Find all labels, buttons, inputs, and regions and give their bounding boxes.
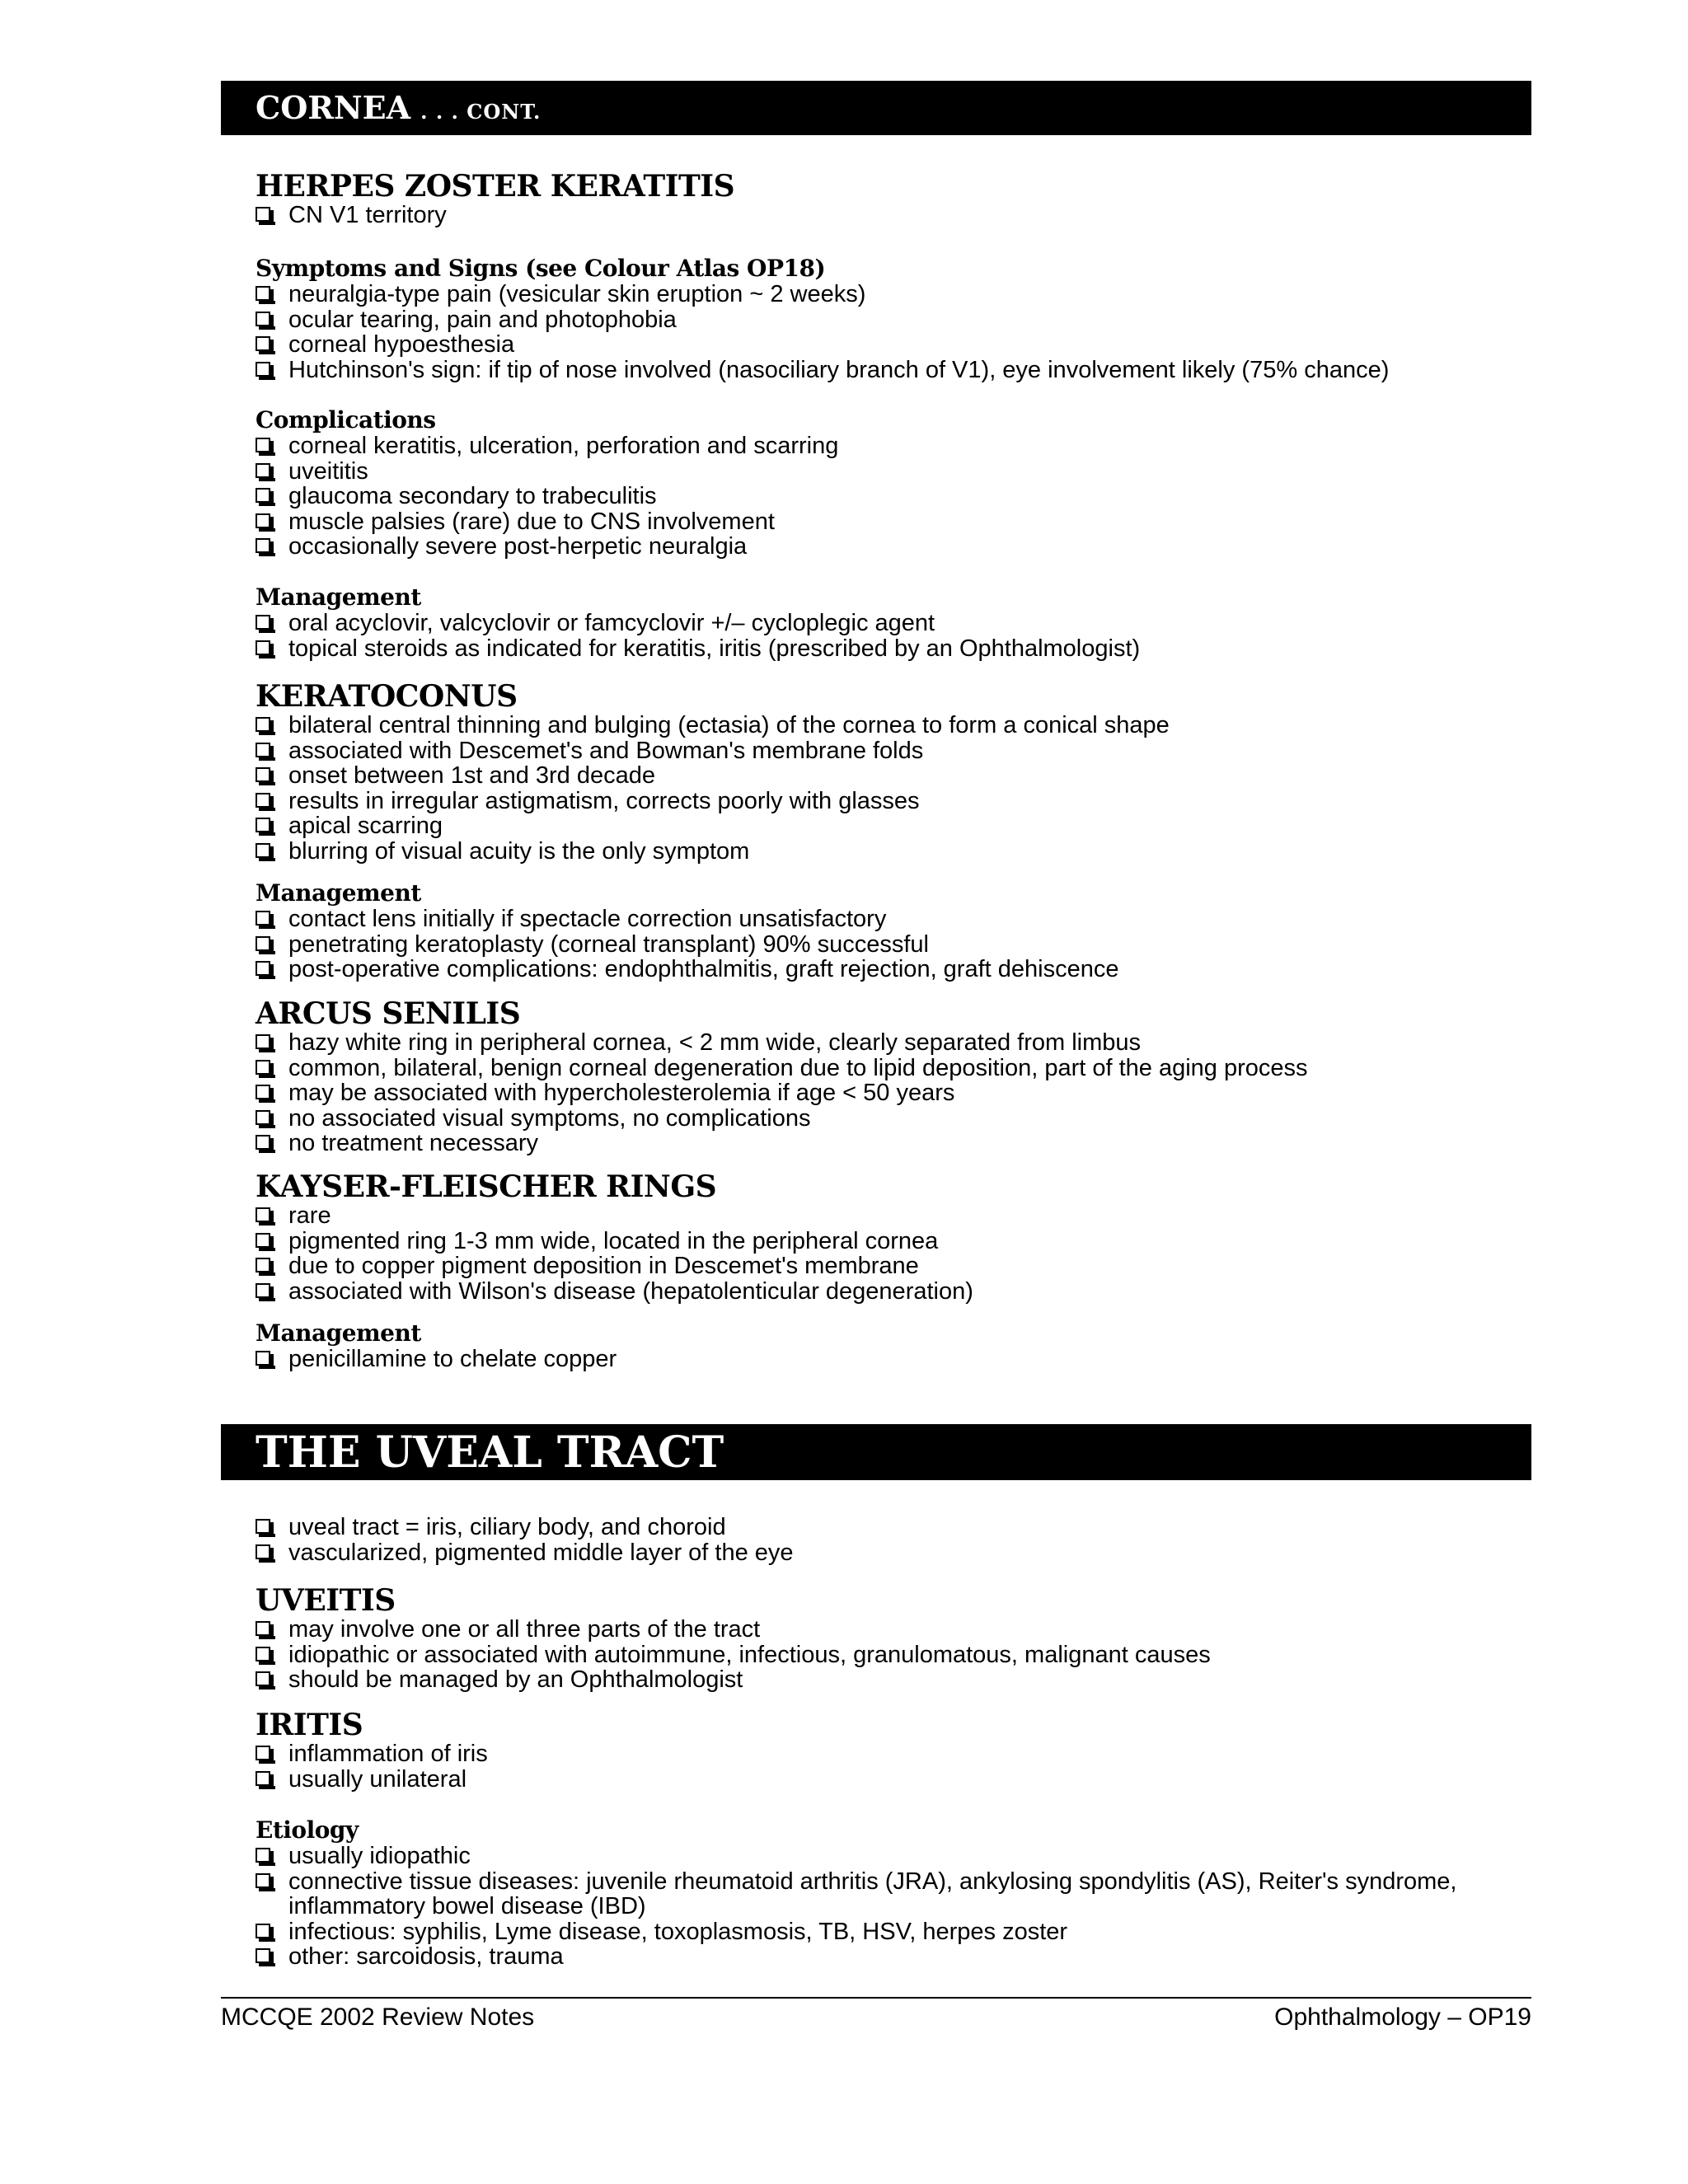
list-item [256, 1254, 1541, 1279]
checkbox-bullet-icon [256, 1647, 270, 1661]
list-item [256, 509, 1541, 535]
list-item-text: uveititis [288, 457, 368, 485]
checkbox-bullet-icon [256, 843, 270, 858]
list-item-text: idiopathic or associated with autoimmune, infectious, granulomatous, malignant causes [288, 1641, 1211, 1668]
section-heading: IRITIS [256, 1708, 363, 1742]
list-item [256, 282, 1541, 307]
list-item [256, 534, 1541, 560]
management-subsection [256, 880, 1541, 982]
checkbox-bullet-icon [256, 1351, 270, 1366]
list-item [256, 1617, 1541, 1643]
list-item-text: contact lens initially if spectacle correction unsatisfactory [288, 906, 887, 932]
list-item [256, 789, 1541, 814]
list-item [256, 332, 1541, 358]
list-item [256, 1919, 1541, 1945]
list-item [256, 1229, 1541, 1254]
checkbox-bullet-icon [256, 1519, 270, 1534]
footer-left-text: MCCQE 2002 Review Notes [221, 2004, 535, 2031]
list-item-text: neuralgia-type pain (vesicular skin eruption ~ 2 weeks) [288, 281, 866, 307]
subsection-heading: Symptoms and Signs (see Colour Atlas OP18) [256, 255, 826, 282]
list-item [256, 611, 1541, 636]
checkbox-bullet-icon [256, 336, 270, 351]
checkbox-bullet-icon [256, 1283, 270, 1298]
checkbox-bullet-icon [256, 1746, 270, 1760]
list-item-text: associated with Descemet's and Bowman's membrane folds [288, 737, 924, 764]
banner-title: THE UVEAL TRACT [256, 1427, 724, 1478]
list-item-text: glaucoma secondary to trabeculitis [288, 483, 657, 509]
list-item [256, 434, 1541, 459]
list-item [256, 1131, 1541, 1156]
list-item [256, 1944, 1541, 1970]
list-item-text: topical steroids as indicated for keratitis, iritis (prescribed by an Ophthalmologist) [288, 635, 1141, 662]
section-heading: UVEITIS [256, 1583, 396, 1618]
checkbox-bullet-icon [256, 1948, 270, 1963]
checkbox-bullet-icon [256, 961, 270, 976]
list-item-text: should be managed by an Ophthalmologist [288, 1666, 743, 1693]
bullet-list [256, 611, 1541, 661]
list-item [256, 1080, 1541, 1106]
management-subsection [256, 1320, 1541, 1372]
bullet-list [256, 713, 1541, 864]
list-item [256, 484, 1541, 509]
subsection-heading: Management [256, 583, 421, 611]
checkbox-bullet-icon [256, 1544, 270, 1559]
list-item [256, 1106, 1541, 1132]
subsection-heading: Management [256, 1319, 421, 1347]
checkbox-bullet-icon [256, 1848, 270, 1863]
checkbox-bullet-icon [256, 1233, 270, 1248]
checkbox-bullet-icon [256, 936, 270, 951]
list-item-text: may involve one or all three parts of the tract [288, 1616, 761, 1643]
list-item-text: onset between 1st and 3rd decade [288, 762, 655, 789]
checkbox-bullet-icon [256, 312, 270, 326]
bullet-list [256, 1515, 1541, 1565]
checkbox-bullet-icon [256, 488, 270, 503]
list-item-text: muscle palsies (rare) due to CNS involvement [288, 508, 775, 535]
checkbox-bullet-icon [256, 1135, 270, 1150]
list-item-text: Hutchinson's sign: if tip of nose involved (nasociliary branch of V1), eye involvement likely (75% chance) [288, 356, 1390, 383]
list-item [256, 1540, 1541, 1566]
list-item-text: usually unilateral [288, 1765, 467, 1793]
list-item [256, 307, 1541, 333]
list-item-text: post-operative complications: endophthalmitis, graft rejection, graft dehiscence [288, 956, 1119, 982]
footer-divider [221, 1997, 1531, 1999]
checkbox-bullet-icon [256, 1258, 270, 1272]
section-banner-uveal-tract [221, 1424, 1531, 1480]
list-item [256, 907, 1541, 932]
list-item-text: ocular tearing, pain and photophobia [288, 306, 677, 333]
checkbox-bullet-icon [256, 818, 270, 832]
bullet-list [256, 203, 1541, 228]
list-item [256, 738, 1541, 764]
bullet-list [256, 434, 1541, 560]
checkbox-bullet-icon [256, 1771, 270, 1786]
list-item-text: occasionally severe post-herpetic neuralgia [288, 533, 748, 560]
subsection-heading: Etiology [256, 1816, 359, 1844]
list-item-text: bilateral central thinning and bulging (ectasia) of the cornea to form a conical shape [288, 712, 1170, 738]
list-item [256, 1667, 1541, 1693]
list-item [256, 1203, 1541, 1229]
bullet-list [256, 1030, 1541, 1156]
keratoconus-section [256, 680, 1541, 864]
banner-suffix: . . . CONT. [420, 100, 542, 124]
arcus-senilis-section [256, 997, 1541, 1156]
footer-page-label: Ophthalmology – OP19 [1274, 2004, 1531, 2031]
management-subsection [256, 584, 1541, 661]
list-item [256, 813, 1541, 839]
checkbox-bullet-icon [256, 1085, 270, 1099]
bullet-list [256, 1741, 1541, 1792]
subsection-heading: Management [256, 879, 421, 907]
list-item-text: results in irregular astigmatism, corrects poorly with glasses [288, 787, 920, 814]
checkbox-bullet-icon [256, 438, 270, 452]
list-item-text: no treatment necessary [288, 1130, 539, 1156]
checkbox-bullet-icon [256, 463, 270, 478]
list-item [256, 1767, 1541, 1793]
list-item-text: other: sarcoidosis, trauma [288, 1943, 564, 1970]
bullet-list [256, 282, 1541, 382]
herpes-zoster-keratitis-section [256, 170, 1541, 228]
list-item-text: penicillamine to chelate copper [288, 1346, 617, 1372]
list-item-text: infectious: syphilis, Lyme disease, toxoplasmosis, TB, HSV, herpes zoster [288, 1918, 1068, 1945]
list-item-text: CN V1 territory [288, 202, 447, 228]
etiology-subsection [256, 1817, 1541, 1970]
list-item [256, 713, 1541, 738]
list-item-text: associated with Wilson's disease (hepatolenticular degeneration) [288, 1277, 973, 1305]
banner-title: CORNEA [256, 89, 411, 126]
list-item [256, 1869, 1541, 1919]
checkbox-bullet-icon [256, 615, 270, 630]
list-item-text: inflammation of iris [288, 1741, 488, 1767]
list-item-text: penetrating keratoplasty (corneal transplant) 90% successful [288, 930, 929, 958]
list-item-text: may be associated with hypercholesterolemia if age < 50 years [288, 1080, 955, 1106]
list-item [256, 1643, 1541, 1668]
list-item [256, 459, 1541, 485]
list-item [256, 203, 1541, 228]
list-item-text: rare [288, 1202, 331, 1229]
checkbox-bullet-icon [256, 793, 270, 808]
list-item [256, 1279, 1541, 1305]
list-item-text: pigmented ring 1-3 mm wide, located in the peripheral cornea [288, 1227, 939, 1254]
list-item-text: corneal keratitis, ulceration, perforation and scarring [288, 433, 839, 459]
list-item-text: hazy white ring in peripheral cornea, < 2 mm wide, clearly separated from limbus [288, 1029, 1141, 1056]
list-item-text: no associated visual symptoms, no complications [288, 1104, 811, 1132]
checkbox-bullet-icon [256, 207, 270, 222]
uveitis-section [256, 1584, 1541, 1693]
list-item [256, 1056, 1541, 1081]
list-item-text: common, bilateral, benign corneal degeneration due to lipid deposition, part of the aging process [288, 1054, 1308, 1081]
list-item-text: vascularized, pigmented middle layer of the eye [288, 1539, 794, 1566]
section-heading: KERATOCONUS [256, 679, 518, 714]
kayser-fleischer-section [256, 1170, 1541, 1304]
checkbox-bullet-icon [256, 911, 270, 926]
checkbox-bullet-icon [256, 1034, 270, 1049]
section-heading: HERPES ZOSTER KERATITIS [256, 169, 735, 204]
list-item-text: blurring of visual acuity is the only symptom [288, 837, 750, 865]
bullet-list [256, 1203, 1541, 1304]
list-item-text: uveal tract = iris, ciliary body, and choroid [288, 1514, 726, 1540]
bullet-list [256, 1617, 1541, 1693]
list-item-text: connective tissue diseases: juvenile rheumatoid arthritis (JRA), ankylosing spondylitis (AS), Reiter's syndrome, inflammatory bowel disease (IBD) [288, 1868, 1457, 1919]
checkbox-bullet-icon [256, 743, 270, 757]
checkbox-bullet-icon [256, 1873, 270, 1888]
complications-subsection [256, 407, 1541, 560]
checkbox-bullet-icon [256, 717, 270, 732]
checkbox-bullet-icon [256, 767, 270, 782]
bullet-list [256, 1347, 1541, 1372]
bullet-list [256, 907, 1541, 982]
list-item [256, 1030, 1541, 1056]
symptoms-subsection [256, 255, 1541, 382]
checkbox-bullet-icon [256, 538, 270, 553]
list-item-text: usually idiopathic [288, 1843, 471, 1869]
list-item [256, 1515, 1541, 1540]
section-heading: KAYSER-FLEISCHER RINGS [256, 1169, 717, 1204]
iritis-section [256, 1708, 1541, 1792]
checkbox-bullet-icon [256, 640, 270, 655]
uveal-tract-intro [256, 1515, 1541, 1565]
subsection-heading: Complications [256, 406, 436, 434]
checkbox-bullet-icon [256, 362, 270, 377]
list-item-text: apical scarring [288, 813, 443, 839]
list-item-text: due to copper pigment deposition in Descemet's membrane [288, 1253, 919, 1279]
list-item [256, 1347, 1541, 1372]
list-item-text: oral acyclovir, valcyclovir or famcyclovir +/– cycloplegic agent [288, 610, 935, 636]
bullet-list [256, 1844, 1541, 1970]
list-item [256, 1741, 1541, 1767]
checkbox-bullet-icon [256, 1207, 270, 1222]
checkbox-bullet-icon [256, 1110, 270, 1125]
section-banner-cornea [221, 81, 1531, 135]
checkbox-bullet-icon [256, 513, 270, 528]
checkbox-bullet-icon [256, 1060, 270, 1075]
list-item-text: corneal hypoesthesia [288, 331, 515, 358]
checkbox-bullet-icon [256, 286, 270, 301]
section-heading: ARCUS SENILIS [256, 996, 521, 1031]
checkbox-bullet-icon [256, 1671, 270, 1686]
list-item [256, 1844, 1541, 1869]
checkbox-bullet-icon [256, 1621, 270, 1636]
checkbox-bullet-icon [256, 1924, 270, 1938]
list-item [256, 358, 1541, 383]
list-item [256, 636, 1541, 662]
list-item [256, 763, 1541, 789]
list-item [256, 957, 1541, 982]
list-item [256, 932, 1541, 958]
list-item [256, 839, 1541, 865]
